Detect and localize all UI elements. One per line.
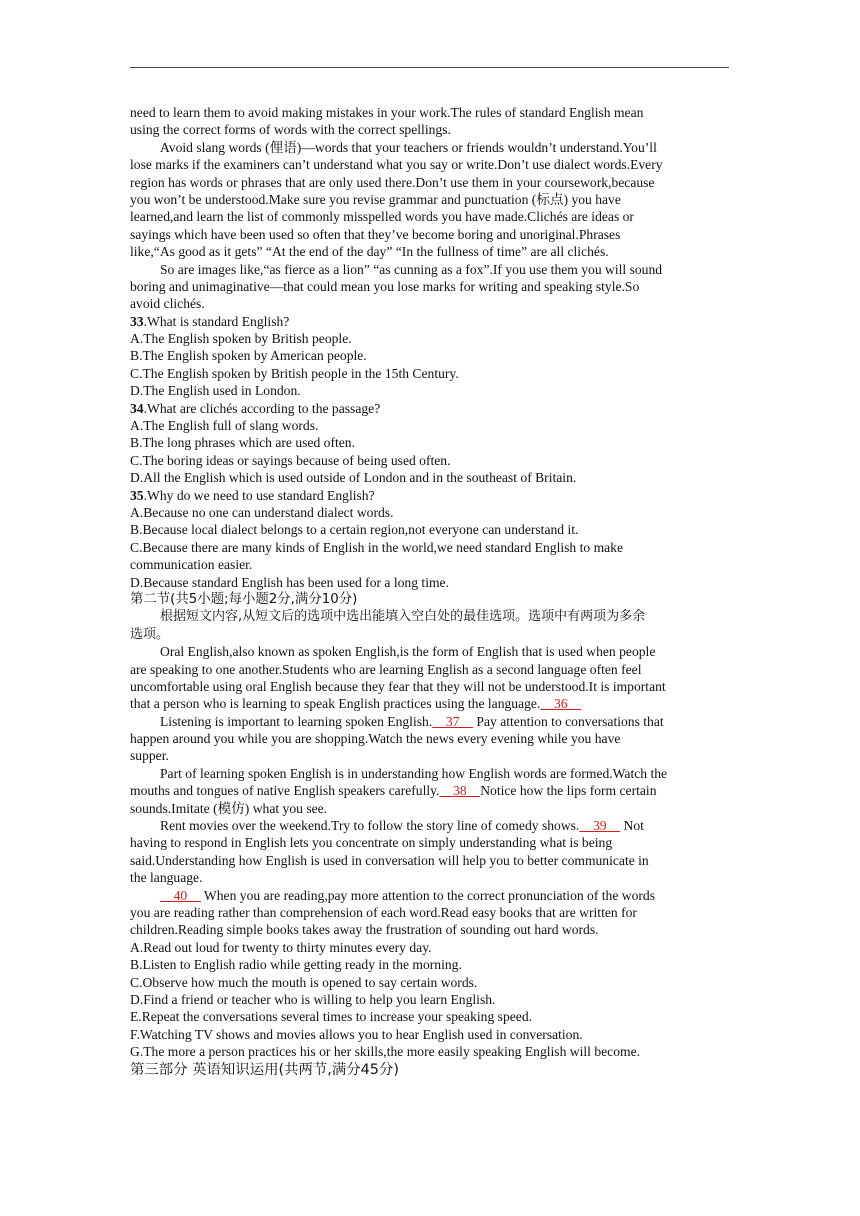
cloze-line	[130, 782, 730, 799]
cloze-text: Rent movies over the weekend.Try to follow the story line of comedy shows.	[160, 818, 580, 834]
answer-option: communication easier.	[130, 557, 253, 573]
question-number: 34	[130, 400, 144, 416]
cloze-line	[130, 887, 730, 904]
cloze-line: uncomfortable using oral English because they fear that they will not be understood.It is important	[130, 678, 666, 694]
cloze-option: B.Listen to English radio while getting ready in the morning.	[130, 957, 462, 973]
passage-line: region has words or phrases that are only used there.Don’t use them in your coursework,because	[130, 174, 655, 190]
answer-option: D.All the English which is used outside of London and in the southeast of Britain.	[130, 470, 577, 486]
cloze-line	[130, 695, 730, 712]
passage-line: using the correct forms of words with the correct spellings.	[130, 122, 451, 138]
blank-36[interactable]: 36	[540, 696, 582, 712]
cloze-line: Oral English,also known as spoken English,is the form of English that is used when people	[160, 644, 656, 660]
cloze-line: Part of learning spoken English is in understanding how English words are formed.Watch the	[160, 765, 668, 781]
answer-option: C.The English spoken by British people in the 15th Century.	[130, 365, 459, 381]
cloze-text: Not	[620, 818, 644, 834]
blank-37[interactable]: 37	[432, 713, 474, 729]
cloze-line: said.Understanding how English is used in conversation will help you to better communicate in	[130, 852, 649, 868]
cloze-option: C.Observe how much the mouth is opened to say certain words.	[130, 974, 478, 990]
cloze-text: Pay attention to conversations that	[473, 713, 664, 729]
answer-option: C.The boring ideas or sayings because of being used often.	[130, 452, 451, 468]
cloze-line: having to respond in English lets you concentrate on simply understanding what is being	[130, 835, 613, 851]
passage-line: lose marks if the examiners can’t understand what you say or write.Don’t use dialect words.Every	[130, 157, 663, 173]
section-instruction: 根据短文内容,从短文后的选项中选出能填入空白处的最佳选项。选项中有两项为多余	[160, 609, 646, 625]
answer-option: B.Because local dialect belongs to a certain region,not everyone can understand it.	[130, 522, 579, 538]
answer-option: A.Because no one can understand dialect words.	[130, 504, 394, 520]
answer-option: B.The English spoken by American people.	[130, 348, 367, 364]
cloze-option: E.Repeat the conversations several times to increase your speaking speed.	[130, 1009, 533, 1025]
passage-line: need to learn them to avoid making mistakes in your work.The rules of standard English mean	[130, 105, 644, 120]
passage-line: So are images like,“as fierce as a lion” “as cunning as a fox”.If you use them you will sound	[160, 261, 663, 277]
blank-40[interactable]: 40	[160, 887, 201, 903]
passage-line: learned,and learn the list of commonly misspelled words you have made.Clichés are ideas or	[130, 209, 634, 225]
cloze-line: happen around you while you are shopping.Watch the news every evening while you have	[130, 731, 621, 747]
passage-line: boring and unimaginative—that could mean you lose marks for writing and speaking style.So	[130, 278, 640, 294]
cloze-option: A.Read out loud for twenty to thirty minutes every day.	[130, 939, 432, 955]
blank-39[interactable]: 39	[579, 818, 621, 834]
question-stem	[130, 313, 730, 330]
cloze-text: that a person who is learning to speak English practices using the language.	[130, 696, 541, 712]
question-number: 35	[130, 487, 144, 503]
cloze-line: the language.	[130, 870, 203, 886]
cloze-text: When you are reading,pay more attention to the correct pronunciation of the words	[200, 887, 656, 903]
answer-option: D.Because standard English has been used for a long time.	[130, 574, 449, 590]
passage-line: sayings which have been used so often that they’ve become boring and unoriginal.Phrases	[130, 226, 621, 242]
cloze-option: F.Watching TV shows and movies allows you to hear English used in conversation.	[130, 1026, 583, 1042]
question-number: 33	[130, 313, 144, 329]
cloze-line: children.Reading simple books takes away the frustration of sounding out hard words.	[130, 922, 599, 938]
header-rule	[130, 67, 729, 68]
question-text: .What is standard English?	[143, 313, 290, 329]
passage-line: avoid clichés.	[130, 296, 205, 312]
section-heading: 第二节(共5小题;每小题2分,满分10分)	[130, 591, 358, 607]
answer-option: D.The English used in London.	[130, 383, 301, 399]
question-text: .Why do we need to use standard English?	[143, 487, 375, 503]
answer-option: B.The long phrases which are used often.	[130, 435, 355, 451]
answer-option: A.The English spoken by British people.	[130, 331, 352, 347]
question-text: .What are clichés according to the passage?	[143, 400, 381, 416]
cloze-text: Listening is important to learning spoken English.	[160, 713, 433, 729]
cloze-line: sounds.Imitate (模仿) what you see.	[130, 800, 328, 816]
passage-line: you won’t be understood.Make sure you revise grammar and punctuation (标点) you have	[130, 191, 621, 207]
cloze-text: Notice how the lips form certain	[480, 783, 657, 799]
passage-line: like,“As good as it gets” “At the end of the day” “In the fullness of time” are all clichés.	[130, 244, 609, 260]
passage-line: Avoid slang words (俚语)—words that your teachers or friends wouldn’t understand.You’ll	[160, 139, 657, 155]
answer-option: C.Because there are many kinds of English in the world,we need standard English to make	[130, 539, 624, 555]
page-content	[130, 104, 730, 1080]
cloze-option: G.The more a person practices his or her skills,the more easily speaking English will become.	[130, 1044, 641, 1060]
cloze-line	[130, 817, 730, 834]
section-instruction: 选项。	[130, 626, 170, 642]
question-stem	[130, 400, 730, 417]
cloze-option: D.Find a friend or teacher who is willing to help you learn English.	[130, 991, 496, 1007]
cloze-text: mouths and tongues of native English speakers carefully.	[130, 783, 440, 799]
cloze-line: are speaking to one another.Students who are learning English as a second language often feel	[130, 661, 642, 677]
question-stem	[130, 487, 730, 504]
cloze-line: you are reading rather than comprehension of each word.Read easy books that are written for	[130, 904, 637, 920]
cloze-line	[130, 713, 730, 730]
answer-option: A.The English full of slang words.	[130, 418, 319, 434]
part-heading: 第三部分 英语知识运用(共两节,满分45分)	[130, 1062, 399, 1079]
blank-38[interactable]: 38	[439, 783, 481, 799]
cloze-line: supper.	[130, 748, 169, 764]
